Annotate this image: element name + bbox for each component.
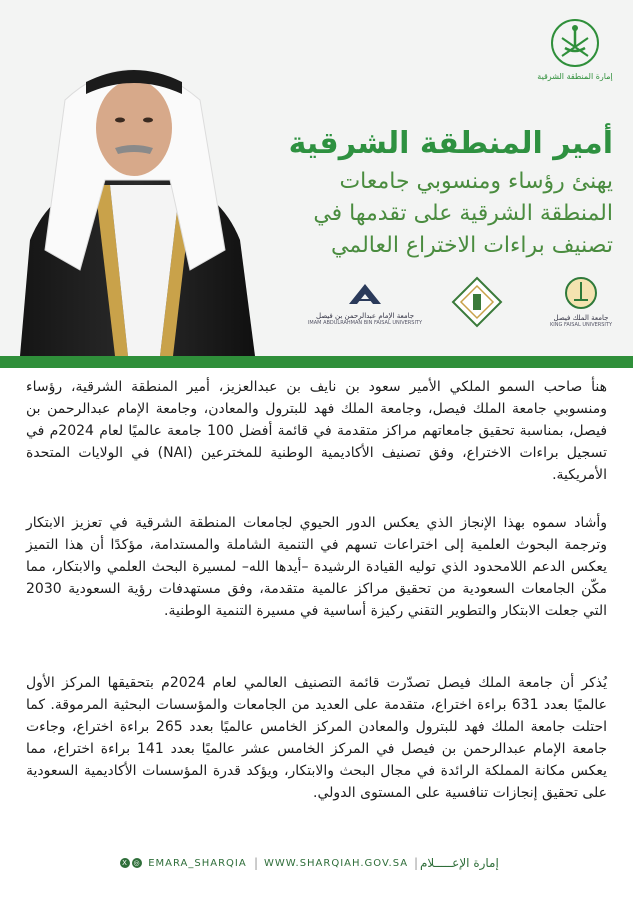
subtitle-line: يهنئ رؤساء ومنسوبي جامعات [339,169,613,194]
paragraph: وأشاد سموه بهذا الإنجاز الذي يعكس الدور الحيوي لجامعات المنطقة الشرقية في تعزيز الابتكار وترجمة البحوث العلمية إلى اختراعات تسهم في التنمية الشاملة والمستدامة، مؤكدًا أن هذا التميز يعكس الدعم اللامحدود الذي توليه القيادة الرشيدة –أيدها الله– لمسيرة البحث العلمي والابتكار، مما مكّن الجامعات السعودية من تحقيق مراكز عالمية متقدمة، وفق مستهدفات رؤية السعودية 2030 التي جعلت الابتكار والتطوير التقني ركيزة أساسية في مسيرة التنمية الوطنية. [26,515,607,619]
paragraph: هنأ صاحب السمو الملكي الأمير سعود بن نايف بن عبدالعزيز، أمير المنطقة الشرقية، رؤساء ومنسوبي جامعة الملك فيصل، وجامعة الملك فهد للبترول والمعادن، وجامعة الإمام عبدالرحمن بن فيصل، بمناسبة تحقيق جامعاتهم مراكز متقدمة في قائمة أفضل 100 جامعة عالميًا لعام 2024م في تسجيل براءات الاختراع، وفق تصنيف الأكاديمية الوطنية للمخترعين (NAI) في الولايات المتحدة الأمريكية. [26,379,608,483]
subtitle-line: تصنيف براءات الاختراع العالمي [331,233,613,258]
subtitle [253,166,613,262]
uni-name-ar: جامعة الإمام عبدالرحمن بن فيصل [315,312,415,320]
divider-bar [0,356,633,368]
x-icon: X [120,858,130,868]
page-title: أمير المنطقة الشرقية [288,126,613,161]
uni-name-en: KING FAISAL UNIVERSITY [549,322,613,328]
uni-kfu [536,276,626,328]
logo-text: إمارة المنطقة الشرقية [537,72,613,81]
emirate-logo [535,18,615,81]
uni-iau [300,280,430,326]
uni-kfupm [444,276,510,332]
social-handle-text: EMARA_SHARQIA [148,858,247,869]
paragraph: يُذكر أن جامعة الملك فيصل تصدّرت قائمة التصنيف العالمي لعام 2024م بتحقيقها المركز الأول عالميًا بعدد 631 براءة اختراع، متقدمة على العديد من الجامعات والمؤسسات البحثية المرموقة. كما احتلت جامعة الملك فهد للبترول والمعادن المركز الخامس عالميًا بعدد 265 براءة اختراع، وجاءت جامعة الإمام عبدالرحمن بن فيصل في المركز الخامس عشر عالميًا بعدد 141 براءة اختراع، مما يعكس مكانة المملكة الرائدة في مجال البحث والابتكار، ويؤكد قدرة المؤسسات الأكاديمية السعودية على تحقيق إنجازات تنافسية على المستوى الدولي. [26,675,607,801]
instagram-icon: ◎ [133,859,141,867]
subtitle-line: المنطقة الشرقية على تقدمها في [313,201,613,226]
prince-portrait [10,20,260,356]
divider: | [254,856,259,870]
footer-brand: إمارة الإعـــــلام [420,856,499,870]
kfu-logo-icon [564,276,598,310]
uni-name-ar: جامعة الملك فيصل [553,314,609,322]
website-link[interactable]: WWW.SHARQIAH.GOV.SA [264,858,409,869]
emblem-icon [550,18,600,70]
uni-name-en: IMAM ABDULRAHMAN BIN FAISAL UNIVERSITY [307,320,423,326]
footer [0,848,633,878]
header-banner [0,0,633,356]
kfupm-logo-icon [451,276,503,328]
divider: | [414,856,419,870]
iau-logo-icon [345,280,385,308]
social-handle[interactable] [120,858,247,869]
